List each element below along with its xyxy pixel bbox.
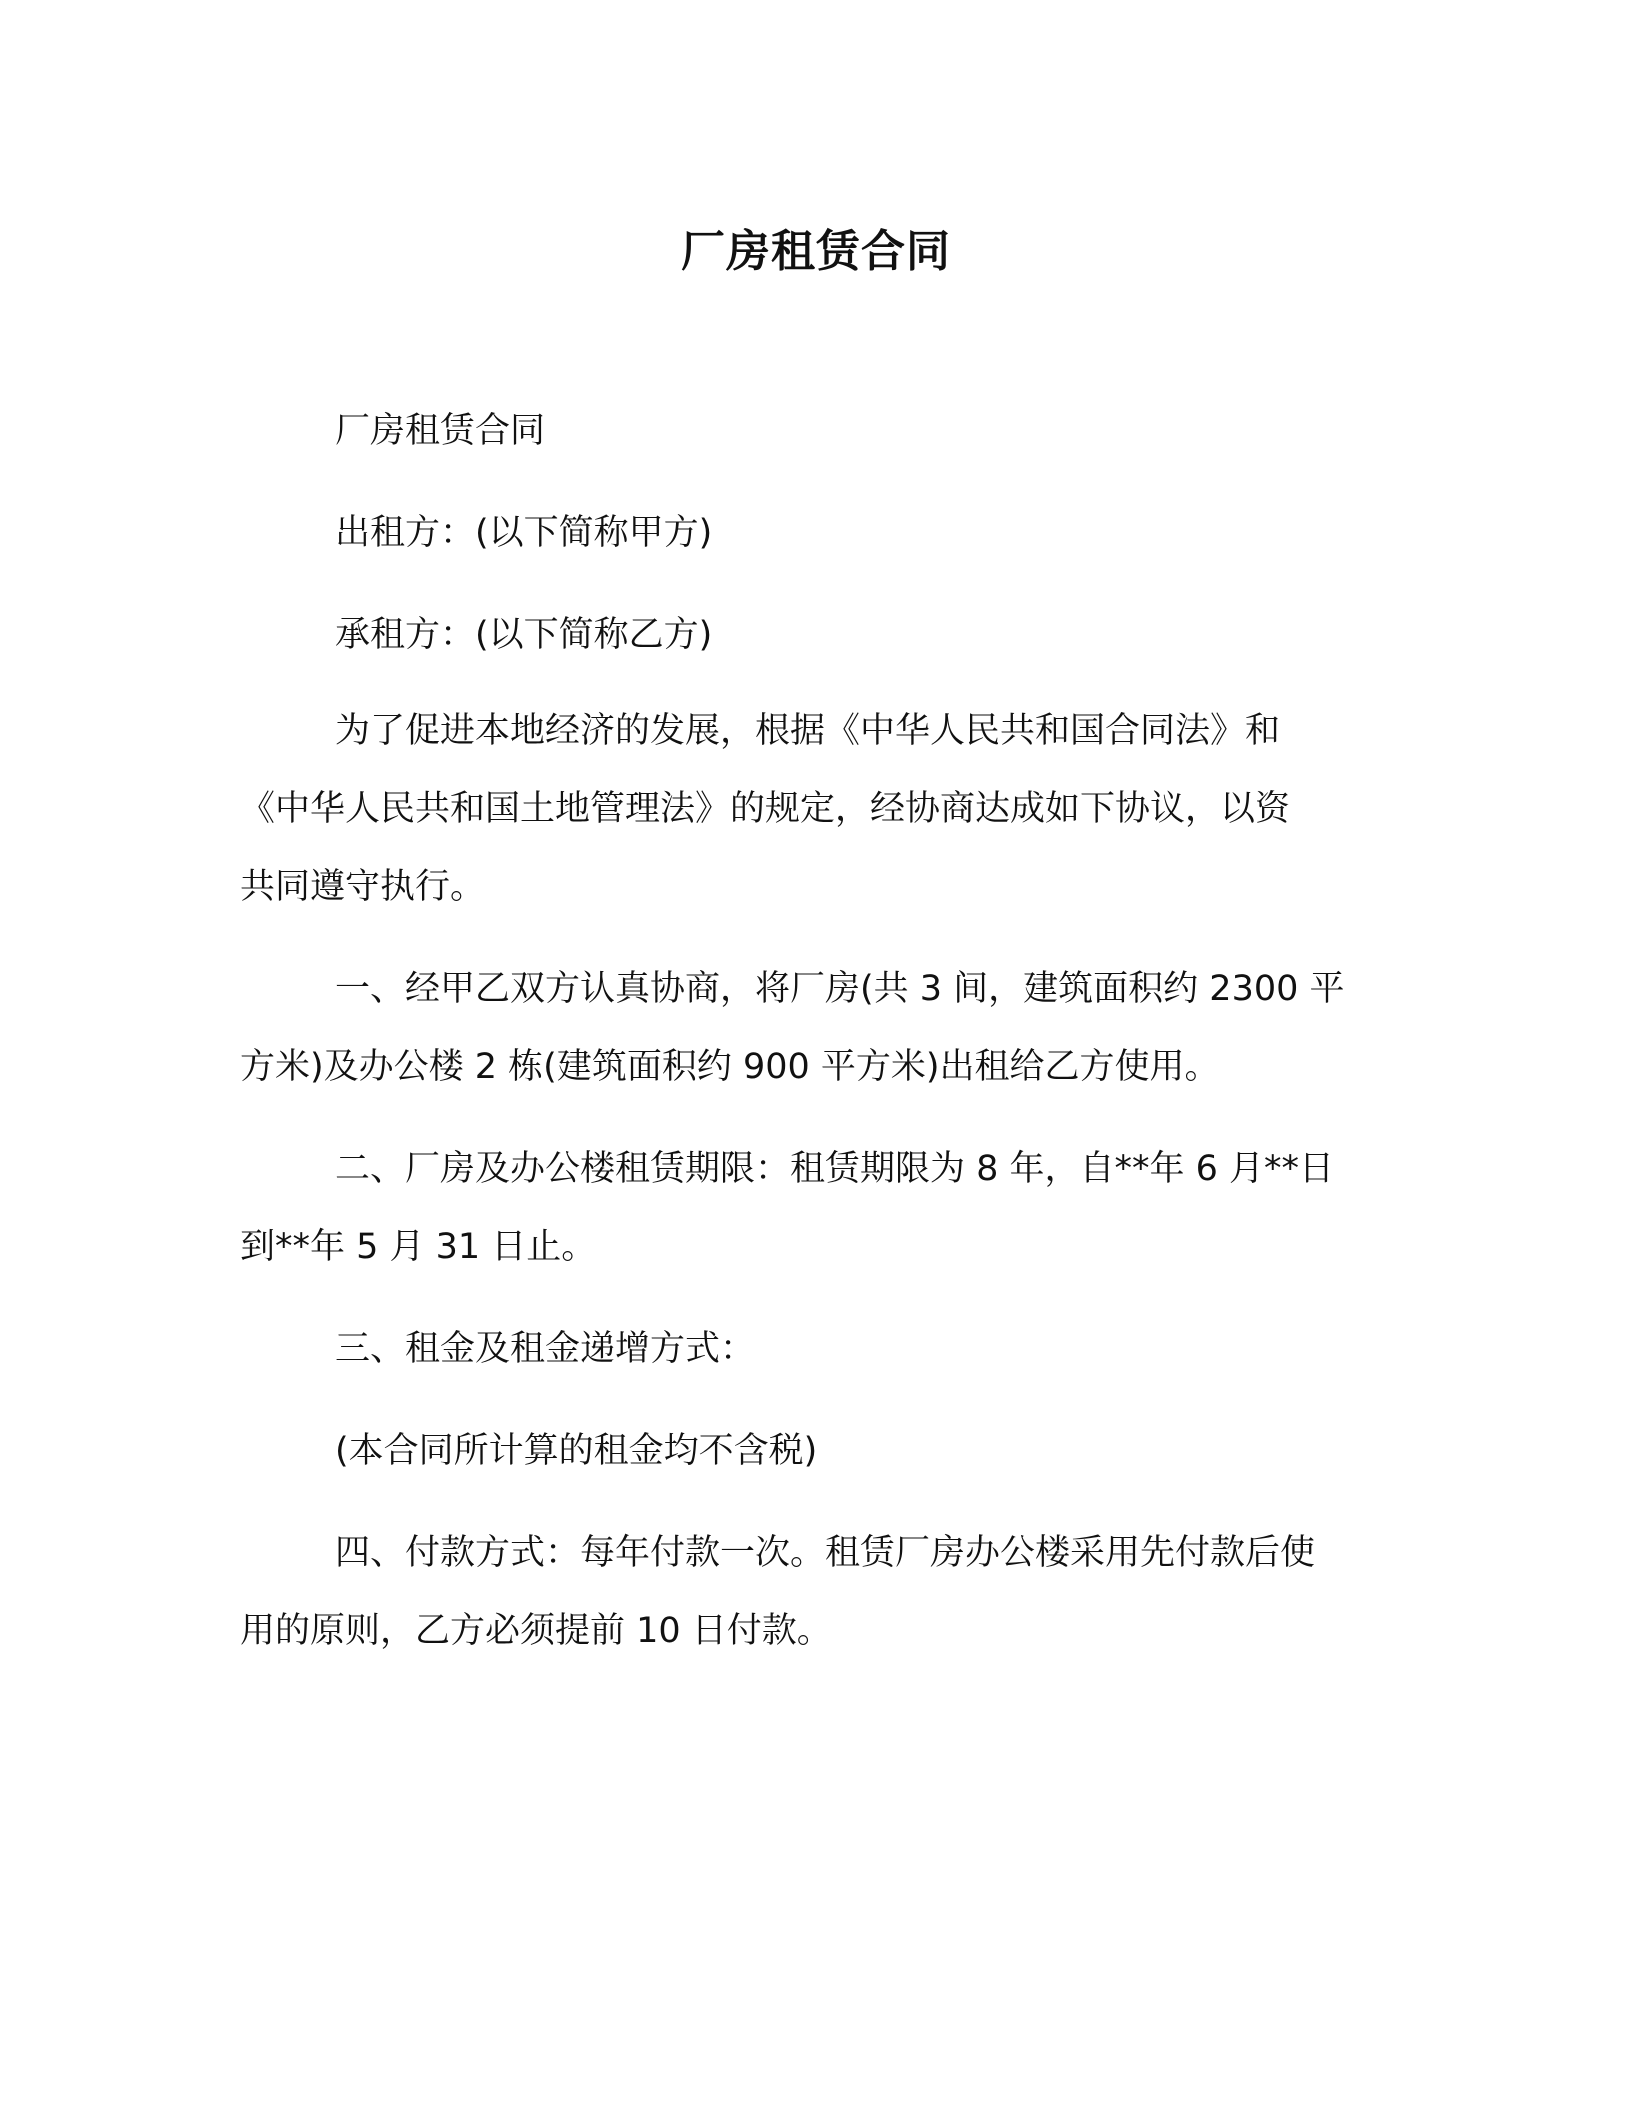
paragraph-tax-note [240, 1412, 1390, 1490]
paragraph-subtitle [240, 392, 1390, 470]
paragraph-line: 二、厂房及办公楼租赁期限：租赁期限为 8 年，自**年 6 月**日 [335, 1149, 1335, 1189]
paragraph-line: 承租方：(以下简称乙方) [335, 615, 713, 655]
paragraph-line: 共同遵守执行。 [240, 867, 486, 907]
paragraph-line: 三、租金及租金递增方式： [335, 1329, 756, 1369]
paragraph-lessee [240, 596, 1390, 674]
paragraph-line: 出租方：(以下简称甲方) [335, 513, 713, 553]
paragraph-line: 到**年 5 月 31 日止。 [240, 1227, 597, 1267]
paragraph-line: (本合同所计算的租金均不含税) [335, 1431, 818, 1471]
paragraph-clause-4 [240, 1514, 1390, 1670]
paragraph-clause-2 [240, 1130, 1390, 1286]
paragraph-line: 方米)及办公楼 2 栋(建筑面积约 900 平方米)出租给乙方使用。 [240, 1047, 1220, 1087]
paragraph-lessor [240, 494, 1390, 572]
paragraph-clause-1 [240, 950, 1390, 1106]
paragraph-preamble [240, 692, 1390, 926]
paragraph-line: 厂房租赁合同 [335, 411, 546, 451]
paragraph-line: 一、经甲乙双方认真协商，将厂房(共 3 间，建筑面积约 2300 平 [335, 969, 1345, 1009]
paragraph-line: 用的原则，乙方必须提前 10 日付款。 [240, 1611, 832, 1651]
paragraph-clause-3 [240, 1310, 1390, 1388]
document-title: 厂房租赁合同 [681, 226, 951, 277]
paragraph-line: 四、付款方式：每年付款一次。租赁厂房办公楼采用先付款后使 [335, 1533, 1316, 1573]
paragraph-line: 《中华人民共和国土地管理法》的规定，经协商达成如下协议，以资 [240, 789, 1291, 829]
paragraph-line: 为了促进本地经济的发展，根据《中华人民共和国合同法》和 [335, 711, 1281, 751]
